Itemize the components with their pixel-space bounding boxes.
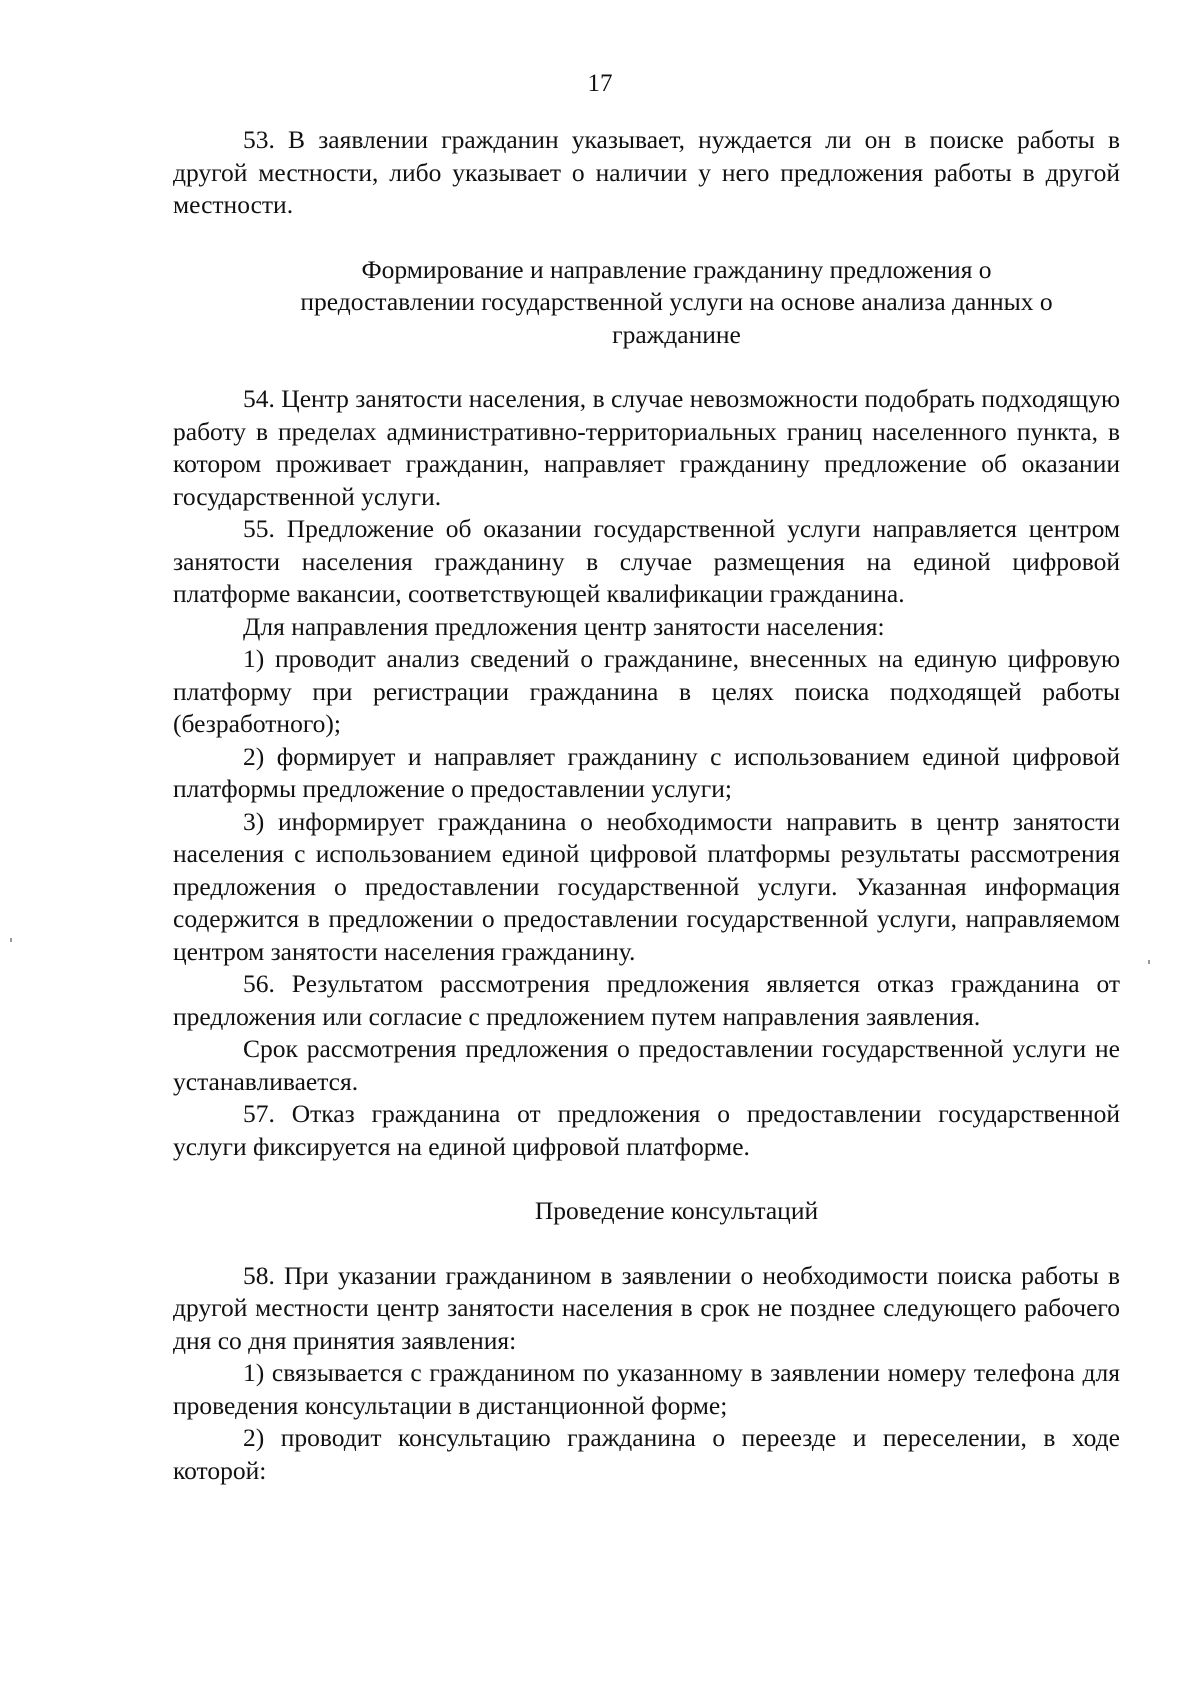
- paragraph-56: 56. Результатом рассмотрения предложения является отказ гражданина от предложения или согласие с предложением путем направления заявления.: [173, 969, 1120, 1031]
- document-body: [173, 124, 1120, 1487]
- paragraph-55-item-3: 3) информирует гражданина о необходимости направить в центр занятости населения с использованием единой цифровой платформы результаты рассмотрения предложения о предоставлении государственной услуги. Указанная информация содержится в предложении о предоставлении государственной услуги, направляемом центром занятости населения гражданину.: [173, 806, 1120, 966]
- paragraph-54: 54. Центр занятости населения, в случае невозможности подобрать подходящую работу в пределах административно-территориальных границ населенного пункта, в котором проживает гражданин, направляет гражданину предложение об оказании государственной услуги.: [173, 384, 1120, 511]
- paragraph-55-intro: Для направления предложения центр занятости населения:: [243, 611, 885, 641]
- paragraph-53: 53. В заявлении гражданин указывает, нуждается ли он в поиске работы в другой местности, либо указывает о наличии у него предложения работы в другой местности.: [173, 125, 1120, 219]
- page-number: 17: [587, 70, 613, 97]
- paragraph-56-term: Срок рассмотрения предложения о предоставлении государственной услуги не устанавливается.: [173, 1034, 1120, 1096]
- section-heading-proposal: [173, 254, 1120, 352]
- section-title-consultations: Проведение консультаций: [534, 1196, 819, 1225]
- paragraph-58: 58. При указании гражданином в заявлении о необходимости поиска работы в другой местности центр занятости населения в срок не позднее следующего рабочего дня со дня принятия заявления:: [173, 1260, 1120, 1355]
- paragraph-55-item-1: 1) проводит анализ сведений о гражданине, внесенных на единую цифровую платформу при регистрации гражданина в целях поиска подходящей работы (безработного);: [173, 644, 1120, 738]
- section-heading-consultations: [173, 1195, 1120, 1228]
- scan-artifact: [10, 938, 12, 942]
- paragraph-58-item-2: 2) проводит консультацию гражданина о переезде и переселении, в ходе которой:: [173, 1423, 1120, 1485]
- paragraph-55: 55. Предложение об оказании государственной услуги направляется центром занятости населения гражданину в случае размещения на единой цифровой платформе вакансии, соответствующей квалификации гражданина.: [173, 514, 1120, 608]
- paragraph-57: 57. Отказ гражданина от предложения о предоставлении государственной услуги фиксируется на единой цифровой платформе.: [173, 1099, 1120, 1161]
- paragraph-55-item-2: 2) формирует и направляет гражданину с использованием единой цифровой платформы предложение о предоставлении услуги;: [173, 741, 1120, 803]
- paragraph-58-item-1: 1) связывается с гражданином по указанному в заявлении номеру телефона для проведения консультации в дистанционной форме;: [173, 1358, 1120, 1420]
- scan-artifact: [1148, 960, 1150, 964]
- section-title-proposal: Формирование и направление гражданину предложения о предоставлении государственной услуги на основе анализа данных о гражданине: [300, 254, 1053, 349]
